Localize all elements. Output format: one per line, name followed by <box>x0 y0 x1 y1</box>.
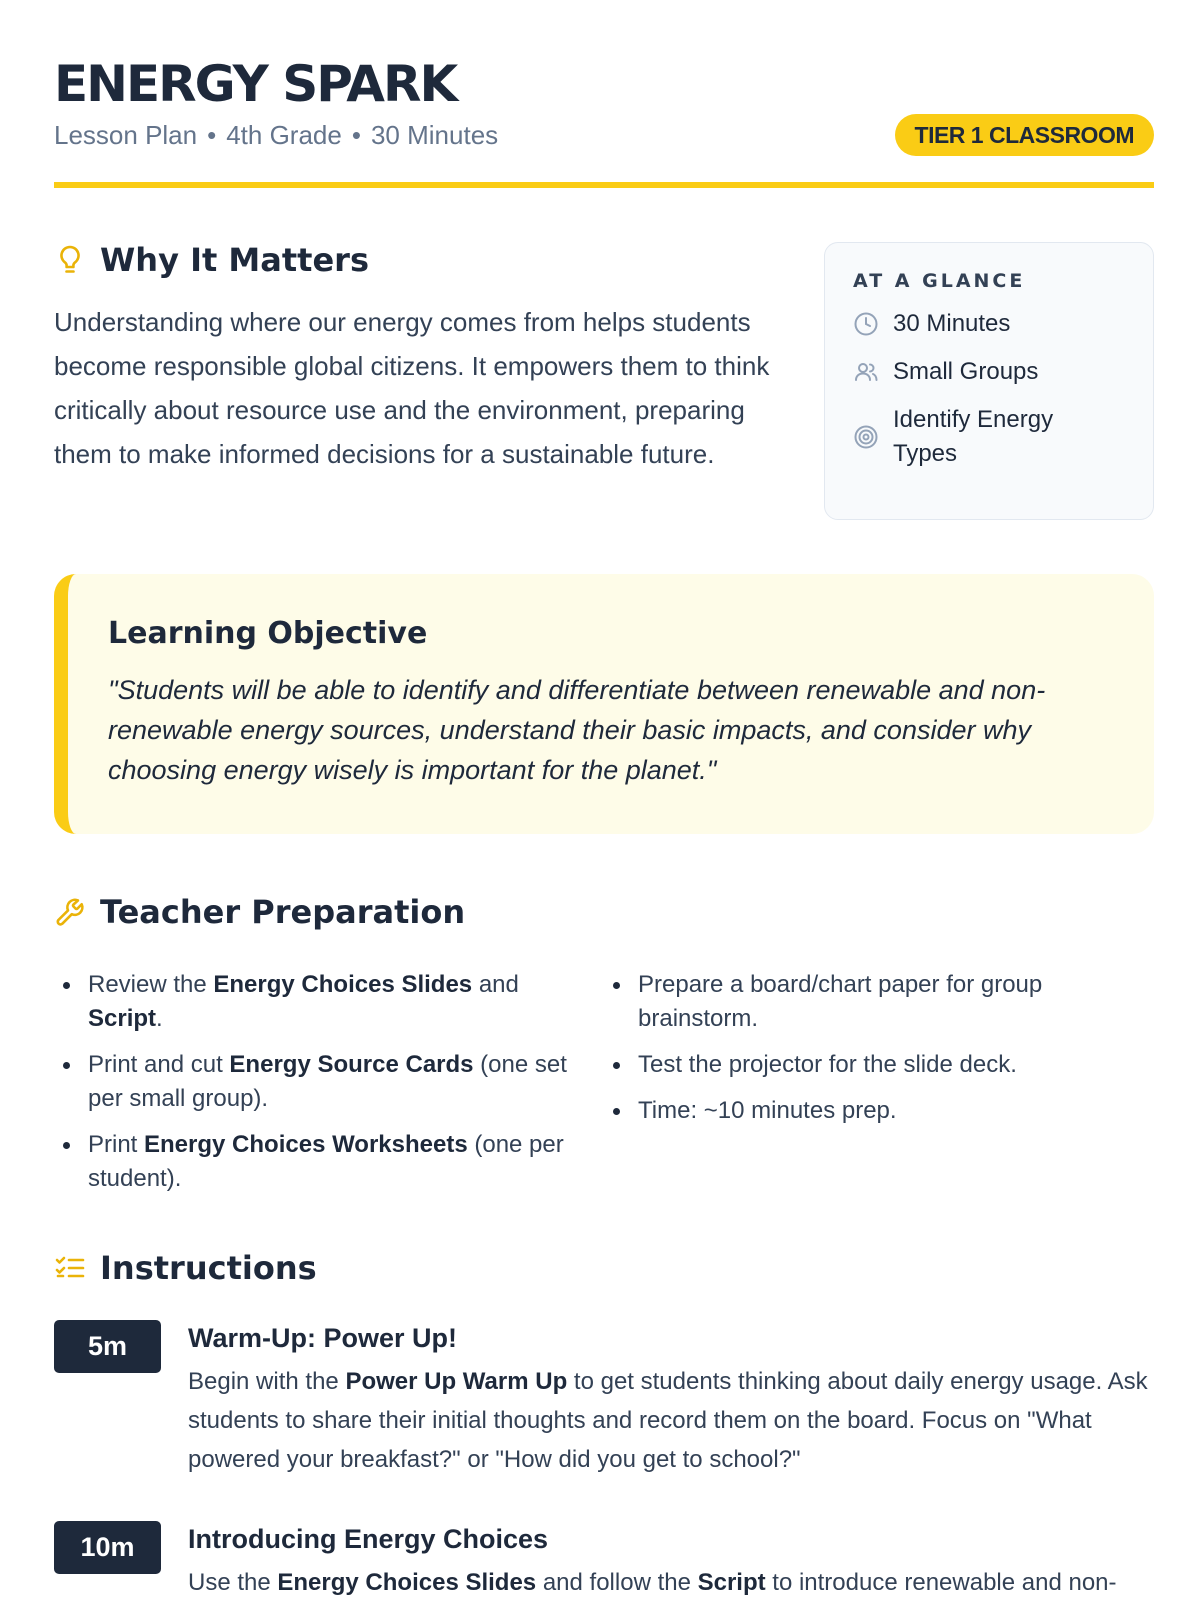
why-it-matters-section <box>54 240 774 476</box>
subtitle-type: Lesson Plan <box>54 120 198 150</box>
checklist-icon <box>54 1252 86 1284</box>
why-body: Understanding where our energy comes from helps students become responsible global citizens. It empowers them to think critically about resource use and the environment, preparing them to make informed decisions for a sustainable future. <box>54 307 770 469</box>
list-item: Test the projector for the slide deck. <box>638 1048 1154 1082</box>
wrench-icon <box>54 896 86 928</box>
tier-badge: TIER 1 CLASSROOM <box>895 114 1154 156</box>
step-description: Begin with the Power Up Warm Up to get students thinking about daily energy usage. Ask students to share their initial thoughts and record them on the board. Focus on "What powered your breakfast?" or "How did you get to school?" <box>188 1368 1148 1473</box>
glance-item-duration <box>853 307 1125 341</box>
step-title: Warm-Up: Power Up! <box>188 1323 457 1353</box>
learning-objective-callout <box>54 574 1154 834</box>
glance-item-goal <box>853 403 1125 471</box>
instruction-step <box>54 1318 1154 1479</box>
subtitle-separator: • <box>351 120 361 150</box>
page-title: ENERGY SPARK <box>54 55 457 113</box>
teacher-preparation-section <box>54 892 1154 1208</box>
instructions-heading: Instructions <box>100 1249 317 1287</box>
lesson-plan-page <box>54 0 1154 1600</box>
glance-heading: AT A GLANCE <box>853 270 1026 292</box>
glance-duration: 30 Minutes <box>893 310 1011 337</box>
list-item: Print and cut Energy Source Cards (one set per small group). <box>88 1048 604 1116</box>
prep-column-right <box>604 968 1154 1208</box>
clock-icon <box>853 311 879 337</box>
header <box>54 52 1154 188</box>
target-icon <box>853 424 879 450</box>
step-description: Use the Energy Choices Slides and follow the Script to introduce renewable and non- <box>188 1569 1117 1596</box>
lightbulb-icon <box>54 244 86 276</box>
why-heading: Why It Matters <box>100 241 369 279</box>
step-title: Introducing Energy Choices <box>188 1524 549 1554</box>
prep-heading: Teacher Preparation <box>100 893 466 931</box>
users-icon <box>853 359 879 385</box>
list-item: Prepare a board/chart paper for group brainstorm. <box>638 968 1154 1036</box>
instructions-section <box>54 1248 1154 1600</box>
lesson-subtitle <box>54 118 498 152</box>
subtitle-grade: 4th Grade <box>226 120 342 150</box>
prep-column-left <box>54 968 604 1208</box>
list-item: Print Energy Choices Worksheets (one per student). <box>88 1128 604 1196</box>
glance-goal: Identify Energy Types <box>893 406 1054 467</box>
list-item: Time: ~10 minutes prep. <box>638 1094 1154 1128</box>
glance-item-groups <box>853 355 1125 389</box>
list-item: Review the Energy Choices Slides and Script. <box>88 968 604 1036</box>
objective-heading: Learning Objective <box>108 616 428 651</box>
objective-text: "Students will be able to identify and differentiate between renewable and non-renewable energy sources, understand their basic impacts, and consider why choosing energy wisely is important for the planet." <box>108 675 1046 785</box>
subtitle-separator: • <box>207 120 217 150</box>
step-duration-badge: 5m <box>54 1320 161 1373</box>
step-duration-badge: 10m <box>54 1521 161 1574</box>
at-a-glance-card <box>824 242 1154 520</box>
instruction-step <box>54 1519 1154 1600</box>
subtitle-duration: 30 Minutes <box>370 120 499 150</box>
glance-groups: Small Groups <box>893 358 1039 385</box>
